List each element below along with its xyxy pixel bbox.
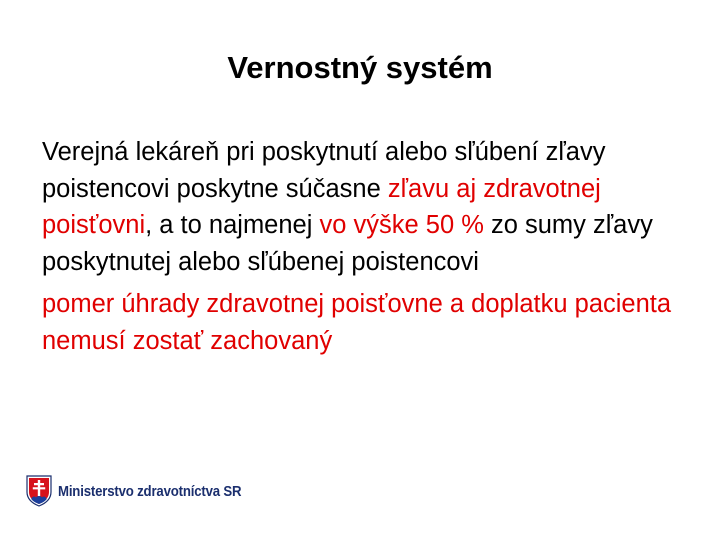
- highlight-percentage: vo výške 50 %: [319, 211, 484, 239]
- slide-body: [42, 134, 682, 359]
- highlight-insurer-discount: zľavu aj zdravotnej poisťovni: [42, 174, 601, 239]
- slovak-coat-of-arms-icon: [26, 475, 52, 507]
- paragraph-ratio: pomer úhrady zdravotnej poisťovne a doplatku pacienta nemusí zostať zachovaný: [42, 290, 672, 355]
- ministry-name: Ministerstvo zdravotníctva SR: [58, 482, 242, 500]
- paragraph-discount-part5: zo sumy zľavy poskytnutej alebo sľúbenej poistencovi: [42, 211, 653, 276]
- paragraph-discount: [42, 134, 682, 280]
- paragraph-discount-part3: , a to najmenej: [145, 211, 320, 239]
- ministry-logo: [26, 474, 266, 508]
- paragraph-discount-part1: Verejná lekáreň pri poskytnutí alebo sľúbení zľavy poistencovi poskytne súčasne: [42, 138, 606, 203]
- slide-title: Vernostný systém: [227, 50, 493, 85]
